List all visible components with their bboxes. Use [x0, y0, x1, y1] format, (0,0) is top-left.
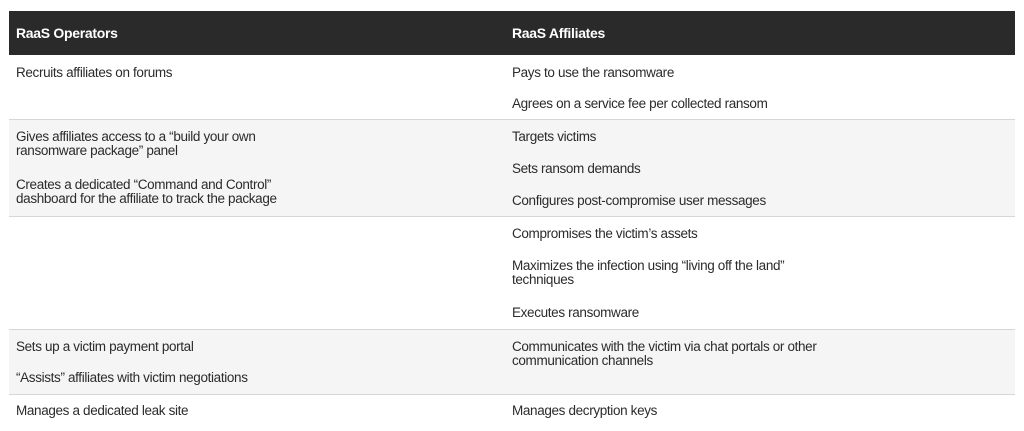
table-row	[9, 395, 1015, 429]
operators-cell	[9, 395, 507, 429]
table-row	[9, 55, 1015, 120]
cell-item: Agrees on a service fee per collected ransom	[512, 96, 768, 111]
header-affiliates: RaaS Affiliates	[512, 25, 606, 41]
operators-cell	[9, 55, 507, 119]
affiliates-cell	[507, 395, 1015, 429]
cell-item: Sets up a victim payment portal	[16, 339, 194, 354]
cell-item: “Assists” affiliates with victim negotiations	[16, 370, 248, 385]
cell-item: Pays to use the ransomware	[512, 65, 674, 80]
cell-item: Recruits affiliates on forums	[16, 65, 173, 80]
cell-item: Creates a dedicated “Command and Control” dashboard for the affiliate to track the package	[16, 177, 277, 206]
affiliates-cell	[507, 330, 1015, 394]
operators-cell	[9, 217, 507, 329]
cell-item: Gives affiliates access to a “build your own ransomware package” panel	[16, 129, 256, 158]
cell-item: Sets ransom demands	[512, 161, 641, 176]
table-row	[9, 217, 1015, 330]
table-row	[9, 120, 1015, 217]
affiliates-cell	[507, 55, 1015, 119]
cell-item: Targets victims	[512, 129, 597, 144]
raas-roles-table	[9, 11, 1015, 429]
cell-item: Manages decryption keys	[512, 403, 658, 418]
affiliates-cell	[507, 217, 1015, 329]
operators-cell	[9, 120, 507, 216]
cell-item: Manages a dedicated leak site	[16, 403, 189, 418]
cell-item: Executes ransomware	[512, 305, 639, 320]
cell-item: Maximizes the infection using “living off the land” techniques	[512, 258, 785, 287]
cell-item: Compromises the victim’s assets	[512, 226, 698, 241]
header-operators: RaaS Operators	[16, 25, 118, 41]
table-row	[9, 330, 1015, 395]
table-header	[9, 11, 1015, 55]
affiliates-cell	[507, 120, 1015, 216]
cell-item: Configures post-compromise user messages	[512, 193, 766, 208]
cell-item: Communicates with the victim via chat portals or other communication channels	[512, 339, 817, 368]
operators-cell	[9, 330, 507, 394]
